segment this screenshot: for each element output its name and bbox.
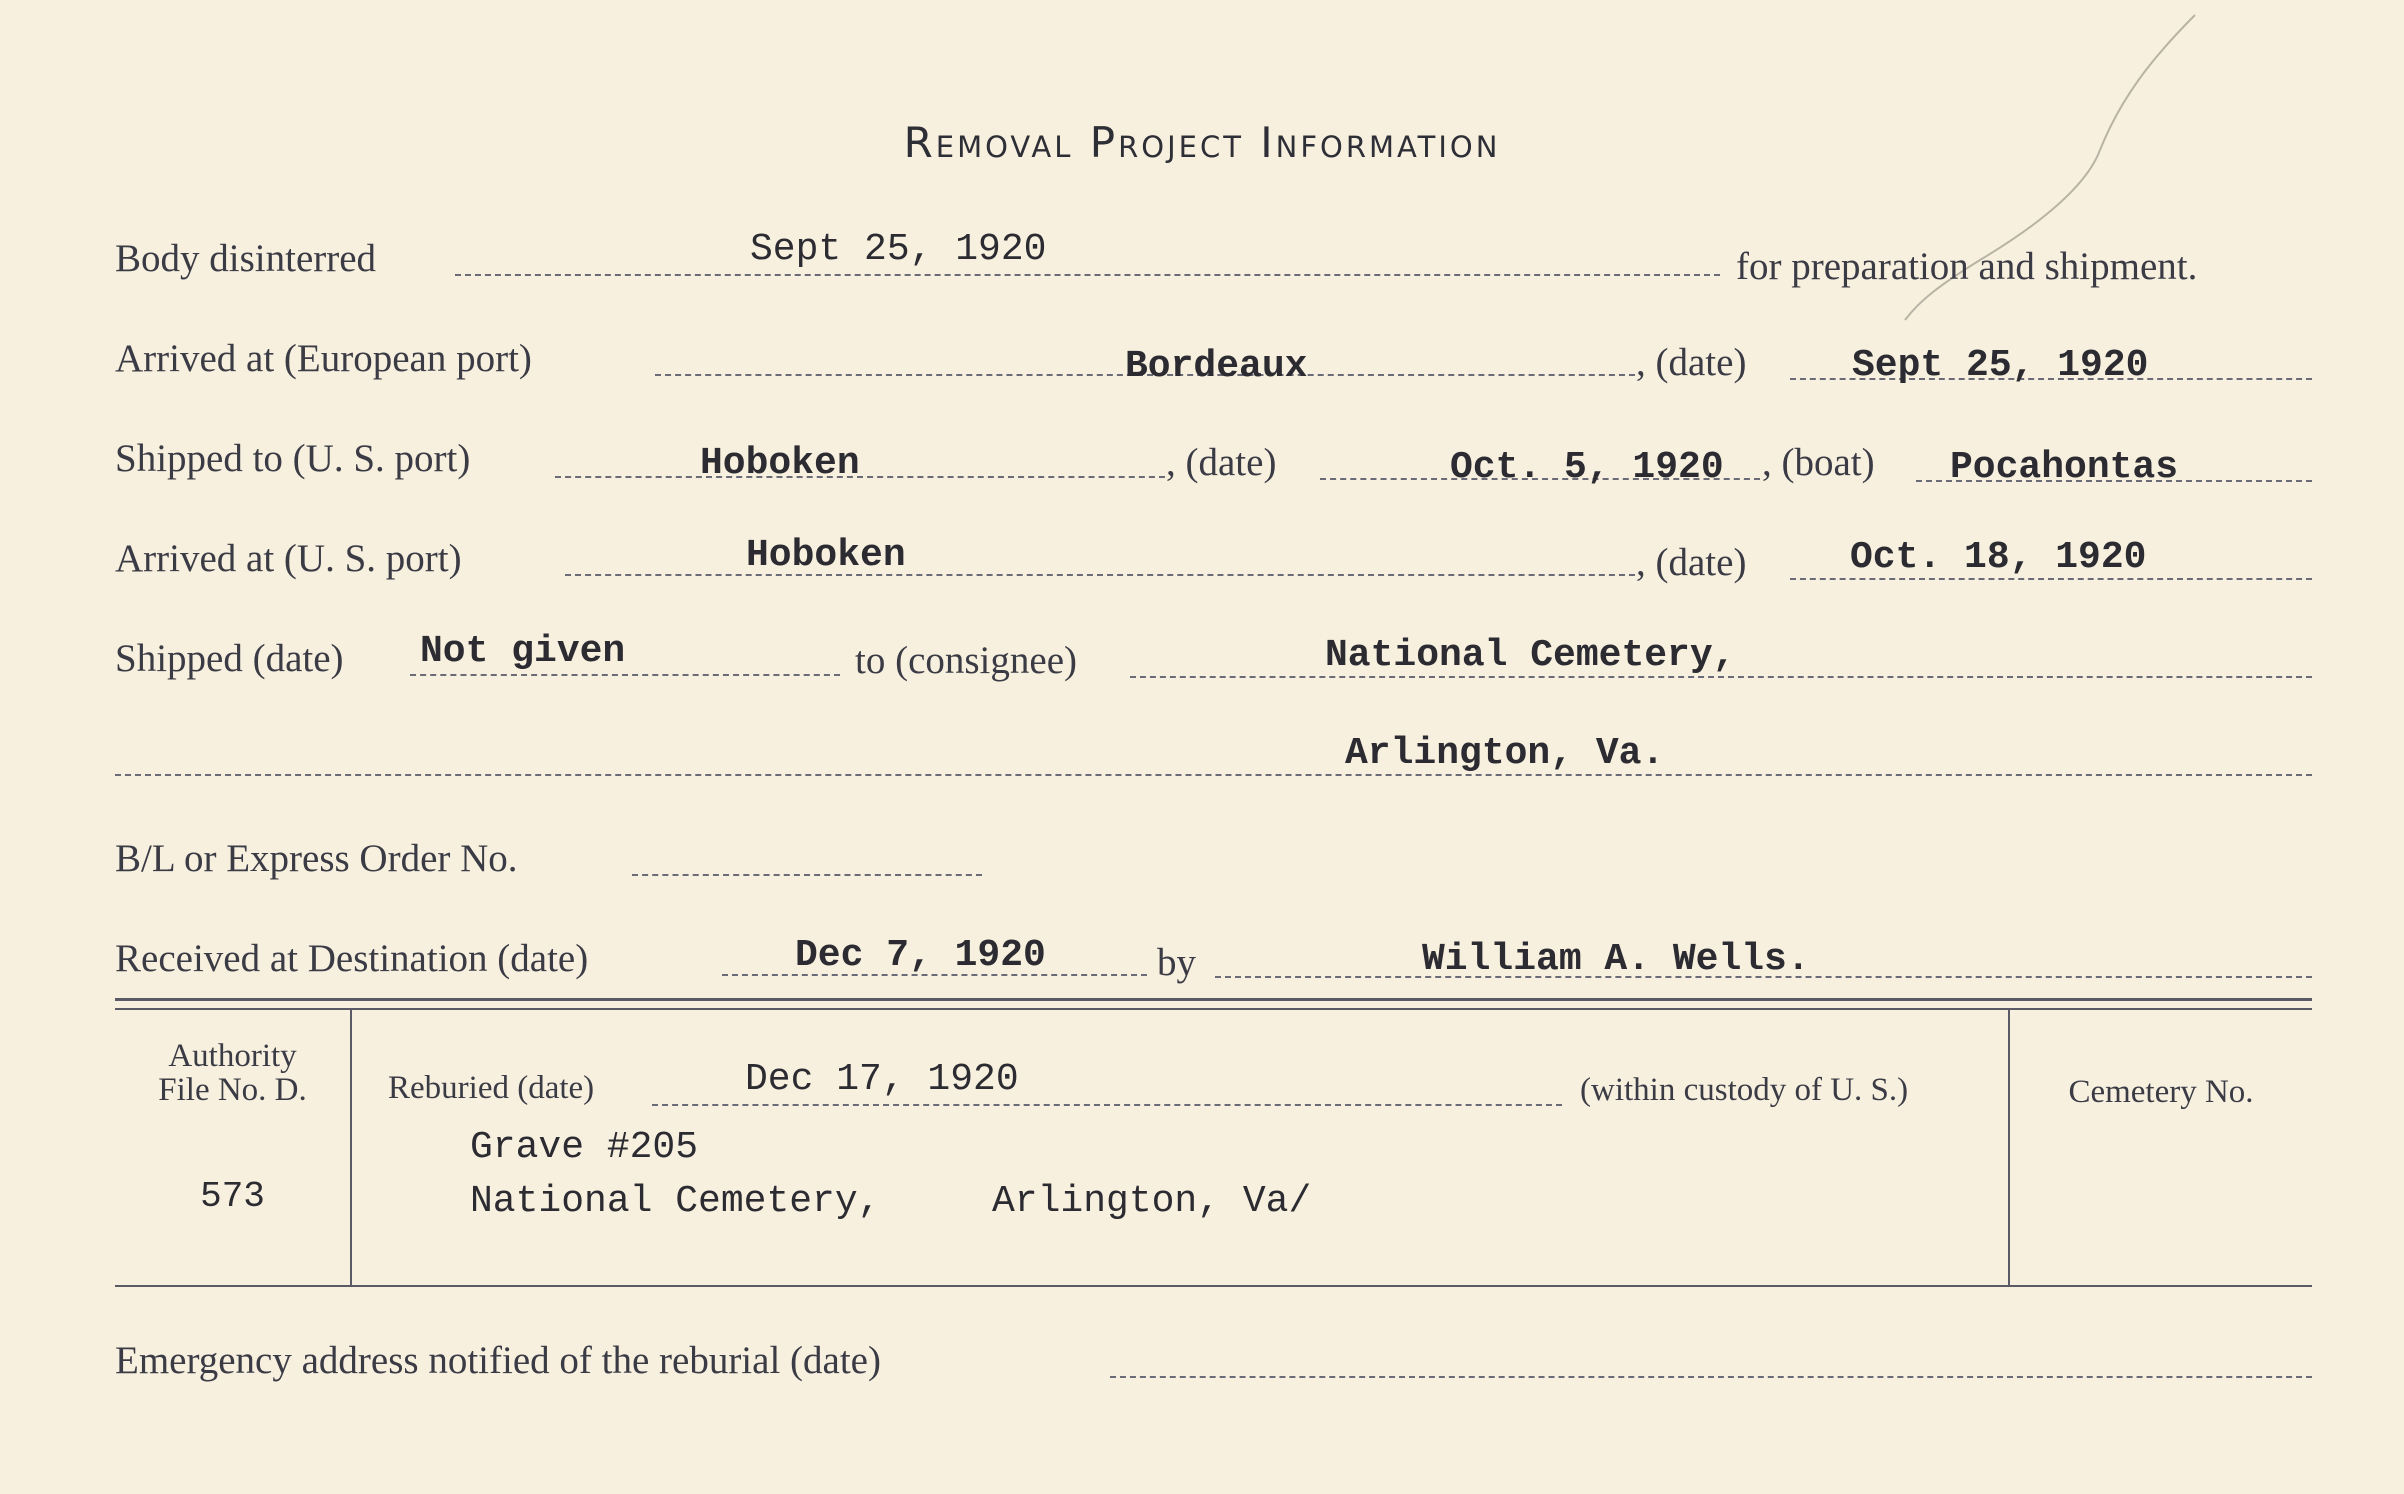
arrived-us-port-line — [565, 574, 1635, 576]
arrived-european-date-value: Sept 25, 1920 — [1852, 344, 2149, 387]
consignee-line-2 — [115, 774, 2312, 776]
received-label: Received at Destination (date) — [115, 937, 589, 980]
reburied-value: Dec 17, 1920 — [745, 1058, 1019, 1101]
authority-value: 573 — [200, 1176, 265, 1217]
emergency-line — [1110, 1376, 2312, 1378]
shipped-us-port-date-label: , (date) — [1166, 441, 1277, 484]
body-disinterred-suffix: for preparation and shipment. — [1736, 245, 2198, 288]
shipped-us-port-label: Shipped to (U. S. port) — [115, 437, 471, 480]
shipped-us-port-boat-value: Pocahontas — [1950, 446, 2179, 489]
bl-order-line — [632, 874, 982, 876]
shipped-us-port-date-value: Oct. 5, 1920 — [1450, 446, 1724, 489]
received-by-label: by — [1157, 941, 1196, 984]
authority-label-1: Authority — [168, 1038, 297, 1074]
arrived-european-label: Arrived at (European port) — [115, 337, 532, 380]
arrived-us-port-date-label: , (date) — [1636, 541, 1747, 584]
grave-line-1: Grave #205 — [470, 1126, 699, 1169]
double-rule-bottom — [115, 1008, 2312, 1010]
box-divider-left — [350, 1010, 352, 1285]
body-disinterred-label: Body disinterred — [115, 237, 377, 280]
arrived-us-port-date-value: Oct. 18, 1920 — [1850, 536, 2147, 579]
box-bottom-rule — [115, 1285, 2312, 1287]
grave-line-3: Arlington, Va/ — [992, 1180, 1312, 1223]
grave-line-2: National Cemetery, — [470, 1180, 881, 1223]
emergency-label: Emergency address notified of the reburial (date) — [115, 1339, 881, 1382]
received-date-value: Dec 7, 1920 — [795, 934, 1046, 977]
arrived-european-date-label: , (date) — [1636, 341, 1747, 384]
arrived-us-port-value: Hoboken — [746, 534, 906, 577]
reburied-line — [652, 1104, 1562, 1106]
reburied-label: Reburied (date) — [388, 1070, 595, 1106]
box-divider-right — [2008, 1010, 2010, 1285]
shipped-us-port-boat-label: , (boat) — [1762, 441, 1875, 484]
card-title: Removal Project Information — [903, 118, 1501, 167]
shipped-date-value: Not given — [420, 630, 626, 673]
consignee-value-2: Arlington, Va. — [1345, 732, 1665, 775]
body-disinterred-value: Sept 25, 1920 — [750, 228, 1047, 271]
received-by-value: William A. Wells. — [1422, 938, 1810, 981]
bl-order-label: B/L or Express Order No. — [115, 837, 518, 880]
custody-label: (within custody of U. S.) — [1580, 1072, 1909, 1108]
double-rule-top — [115, 998, 2312, 1001]
body-disinterred-line — [455, 274, 1720, 276]
shipped-us-port-value: Hoboken — [700, 442, 860, 485]
arrived-us-port-label: Arrived at (U. S. port) — [115, 537, 462, 580]
consignee-value-1: National Cemetery, — [1325, 634, 1736, 677]
shipped-date-label: Shipped (date) — [115, 637, 344, 680]
shipped-date-line — [410, 674, 840, 676]
cemetery-no-label: Cemetery No. — [2068, 1074, 2254, 1110]
authority-label-2: File No. D. — [158, 1072, 307, 1108]
arrived-european-value: Bordeaux — [1125, 345, 1308, 388]
consignee-label: to (consignee) — [855, 639, 1078, 682]
shipped-us-port-line — [555, 476, 1165, 478]
